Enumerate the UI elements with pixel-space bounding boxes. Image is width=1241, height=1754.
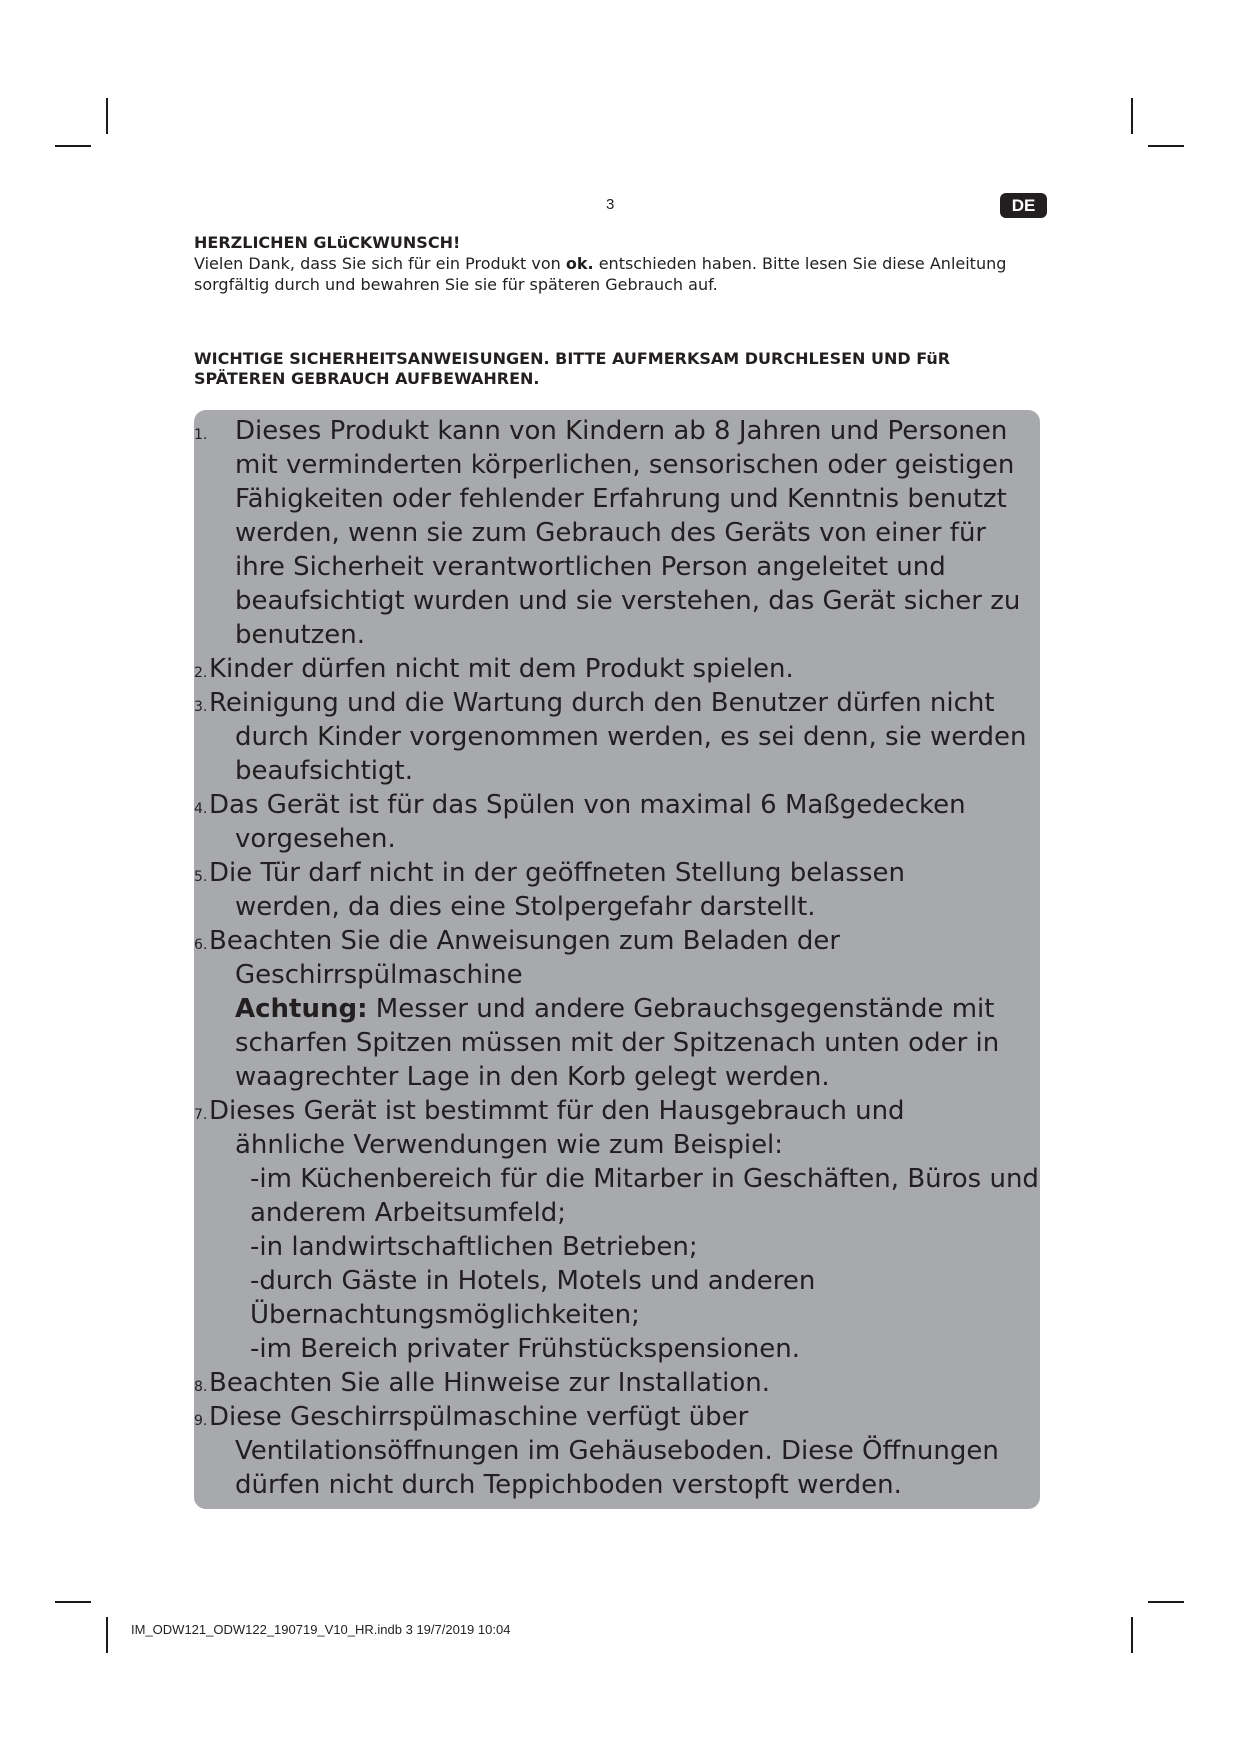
item-text: Beachten Sie alle Hinweise zur Installation. <box>209 1368 770 1398</box>
item-text: Dieses Gerät ist bestimmt für den Hausgebrauch und <box>209 1096 905 1126</box>
item-text: -im Bereich privater Frühstückspensionen. <box>250 1334 800 1364</box>
safety-heading-line: SPÄTEREN GEBRAUCH AUFBEWAHREN. <box>194 369 540 388</box>
item-text: Beachten Sie die Anweisungen zum Beladen der <box>209 926 841 956</box>
list-item <box>194 686 995 724</box>
item-number: 6. <box>194 937 208 953</box>
item-number: 5. <box>194 869 208 885</box>
item-number: 9. <box>194 1413 208 1429</box>
list-item <box>194 924 840 962</box>
crop-mark <box>1131 98 1133 134</box>
item-text <box>235 992 994 1026</box>
item-text: vorgesehen. <box>235 824 396 854</box>
crop-mark <box>1148 145 1184 147</box>
item-text: Messer und andere Gebrauchsgegenstände mit <box>367 994 995 1024</box>
intro-text: sorgfältig durch und bewahren Sie sie für späteren Gebrauch auf. <box>194 275 718 294</box>
item-text: benutzen. <box>235 620 366 650</box>
list-item <box>194 1094 905 1132</box>
item-text: durch Kinder vorgenommen werden, es sei denn, sie werden <box>235 722 1027 752</box>
intro-text: Vielen Dank, dass Sie sich für ein Produkt von <box>194 254 566 273</box>
item-text: Die Tür darf nicht in der geöffneten Stellung belassen <box>209 858 905 888</box>
crop-mark <box>106 98 108 134</box>
intro <box>194 232 1054 295</box>
item-number: 3. <box>194 699 208 715</box>
item-text: dürfen nicht durch Teppichboden verstopft werden. <box>235 1470 902 1500</box>
item-number: 8. <box>194 1379 208 1395</box>
intro-text: entschieden haben. Bitte lesen Sie diese Anleitung <box>593 254 1007 273</box>
crop-mark <box>106 1617 108 1653</box>
item-number: 4. <box>194 801 208 817</box>
item-number: 1. <box>194 427 208 443</box>
list-item <box>194 788 966 826</box>
crop-mark <box>55 145 91 147</box>
page-number: 3 <box>606 196 615 213</box>
item-text: Reinigung und die Wartung durch den Benutzer dürfen nicht <box>209 688 995 718</box>
intro-heading: HERZLICHEN GLüCKWUNSCH! <box>194 233 461 252</box>
item-number: 2. <box>194 665 208 681</box>
item-text: Dieses Produkt kann von Kindern ab 8 Jahren und Personen <box>235 416 1008 446</box>
item-text: -durch Gäste in Hotels, Motels und anderen <box>250 1266 816 1296</box>
item-text: anderem Arbeitsumfeld; <box>250 1198 566 1228</box>
safety-heading-line: WICHTIGE SICHERHEITSANWEISUNGEN. BITTE AUFMERKSAM DURCHLESEN UND FüR <box>194 349 951 368</box>
item-number: 7. <box>194 1107 208 1123</box>
list-item <box>194 856 905 894</box>
item-text: -im Küchenbereich für die Mitarber in Geschäften, Büros und <box>250 1164 1039 1194</box>
list-item <box>194 414 209 452</box>
warning-label: Achtung: <box>235 994 368 1024</box>
item-text: beaufsichtigt wurden und sie verstehen, das Gerät sicher zu <box>235 586 1021 616</box>
item-text: scharfen Spitzen müssen mit der Spitzenach unten oder in <box>235 1028 1000 1058</box>
item-text: Das Gerät ist für das Spülen von maximal 6 Maßgedecken <box>209 790 966 820</box>
safety-heading <box>194 349 1054 389</box>
item-text: Ventilationsöffnungen im Gehäuseboden. Diese Öffnungen <box>235 1436 999 1466</box>
list-item <box>194 1366 770 1404</box>
item-text: ihre Sicherheit verantwortlichen Person angeleitet und <box>235 552 946 582</box>
item-text: mit verminderten körperlichen, sensorischen oder geistigen <box>235 450 1015 480</box>
crop-mark <box>1131 1617 1133 1653</box>
crop-mark <box>55 1601 91 1603</box>
item-text: Diese Geschirrspülmaschine verfügt über <box>209 1402 749 1432</box>
item-text: Geschirrspülmaschine <box>235 960 523 990</box>
item-text: werden, da dies eine Stolpergefahr darstellt. <box>235 892 816 922</box>
list-item <box>194 652 794 690</box>
item-text: werden, wenn sie zum Gebrauch des Geräts von einer für <box>235 518 987 548</box>
item-text: -in landwirtschaftlichen Betrieben; <box>250 1232 698 1262</box>
item-text: Übernachtungsmöglichkeiten; <box>250 1300 640 1330</box>
item-text: beaufsichtigt. <box>235 756 413 786</box>
item-text: Fähigkeiten oder fehlender Erfahrung und Kenntnis benutzt <box>235 484 1007 514</box>
item-text: waagrechter Lage in den Korb gelegt werden. <box>235 1062 830 1092</box>
brand-name: ok. <box>565 254 594 273</box>
list-item <box>194 1400 748 1438</box>
crop-mark <box>1148 1601 1184 1603</box>
language-badge: DE <box>1000 193 1047 218</box>
item-text: Kinder dürfen nicht mit dem Produkt spielen. <box>209 654 794 684</box>
item-text: ähnliche Verwendungen wie zum Beispiel: <box>235 1130 784 1160</box>
print-slug: IM_ODW121_ODW122_190719_V10_HR.indb 3 19/7/2019 10:04 <box>131 1622 511 1637</box>
